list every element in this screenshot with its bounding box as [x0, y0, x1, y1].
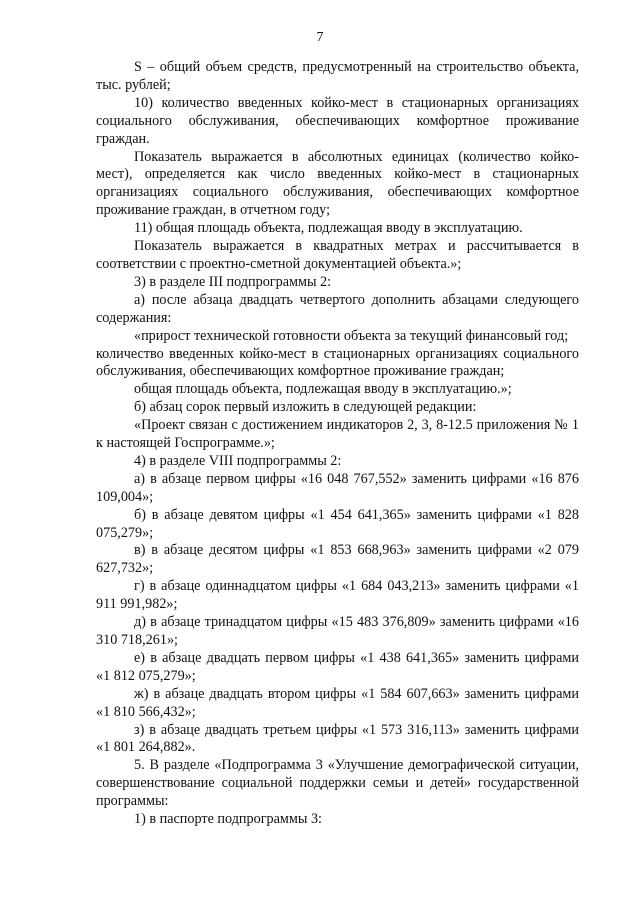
paragraph-section-3: 3) в разделе III подпрограммы 2: [134, 273, 332, 290]
paragraph-quote-beds: количество введенных койко-мест в стационарных организациях социального обслуживания, обеспечивающих комфортное проживание граждан; [96, 345, 579, 380]
paragraph-change-v: в) в абзаце десятом цифры «1 853 668,963» заменить цифрами «2 079 627,732»; [96, 542, 579, 577]
paragraph-item-10: 10) количество введенных койко-мест в стационарных организациях социального обслуживания, обеспечивающих комфортное проживание граждан. [96, 94, 579, 147]
paragraph-passport: 1) в паспорте подпрограммы 3: [134, 811, 322, 828]
paragraph-change-g: г) в абзаце одиннадцатом цифры «1 684 043,213» заменить цифрами «1 911 991,982»; [96, 578, 579, 613]
paragraph-item-11: 11) общая площадь объекта, подлежащая вводу в эксплуатацию. [134, 220, 523, 237]
paragraph-sub-a: а) после абзаца двадцать четвертого дополнить абзацами следующего содержания: [96, 291, 579, 326]
paragraph-change-z: з) в абзаце двадцать третьем цифры «1 573 316,113» заменить цифрами «1 801 264,882». [96, 721, 579, 756]
paragraph-section-4: 4) в разделе VIII подпрограммы 2: [134, 452, 342, 469]
paragraph-quote-readiness: «прирост технической готовности объекта за текущий финансовый год; [134, 327, 569, 344]
paragraph-sub-b: б) абзац сорок первый изложить в следующей редакции: [134, 399, 477, 416]
page-number: 7 [316, 30, 324, 45]
paragraph-change-d: д) в абзаце тринадцатом цифры «15 483 376,809» заменить цифрами «16 310 718,261»; [96, 614, 579, 648]
paragraph-s-definition: S – общий объем средств, предусмотренный на строительство объекта, тыс. рублей; [96, 59, 579, 93]
document-body [96, 59, 579, 829]
paragraph-change-e: е) в абзаце двадцать первом цифры «1 438 641,365» заменить цифрами «1 812 075,279»; [96, 649, 579, 684]
paragraph-section-5: 5. В разделе «Подпрограмма 3 «Улучшение демографической ситуации, совершенствование социальной поддержки семьи и детей» государственной программы: [96, 757, 579, 810]
paragraph-quote-area: общая площадь объекта, подлежащая вводу в эксплуатацию.»; [134, 381, 512, 398]
paragraph-indicator-area: Показатель выражается в квадратных метрах и рассчитывается в соответствии с проектно-сметной документацией объекта.»; [96, 238, 579, 272]
paragraph-change-a: а) в абзаце первом цифры «16 048 767,552» заменить цифрами «16 876 109,004»; [96, 470, 579, 505]
paragraph-change-b: б) в абзаце девятом цифры «1 454 641,365» заменить цифрами «1 828 075,279»; [96, 506, 579, 541]
paragraph-quote-indicators: «Проект связан с достижением индикаторов 2, 3, 8-12.5 приложения № 1 к настоящей Госпрограмме.»; [96, 417, 579, 452]
paragraph-indicator-beds: Показатель выражается в абсолютных единицах (количество койко-мест), определяется как число введенных койко-мест в стационарных организациях социального обслуживания, обеспечивающих комфортное проживание граждан, в отчетном году; [96, 148, 579, 219]
paragraph-change-zh: ж) в абзаце двадцать втором цифры «1 584 607,663» заменить цифрами «1 810 566,432»; [96, 685, 579, 720]
